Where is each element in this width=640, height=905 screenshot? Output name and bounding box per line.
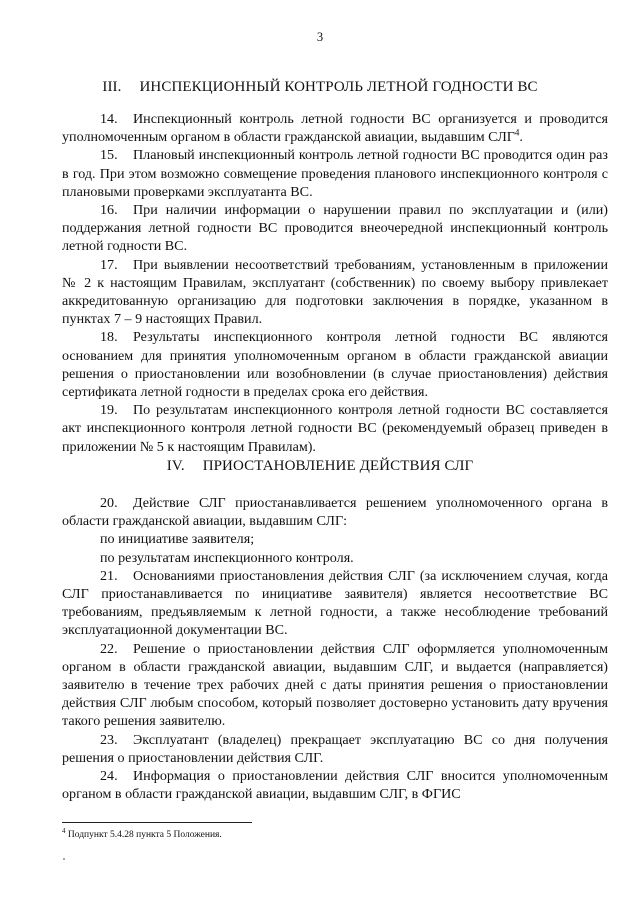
paragraph-22 — [62, 640, 608, 731]
paragraph-24 — [62, 767, 608, 803]
paragraph-15 — [62, 146, 608, 201]
paragraph-number: 20. — [100, 495, 118, 511]
paragraph-text: Результаты инспекционного контроля летной годности ВС являются основанием для принятия уполномоченным органом в области гражданской авиации решения о приостановлении или возобновлении (в случае приостановления) действия сертификата летной годности в пределах срока его действия. — [62, 329, 608, 401]
paragraph-text: По результатам инспекционного контроля летной годности ВС составляется акт инспекционного контроля летной годности ВС (рекомендуемый образец приведен в приложении № 5 к настоящим Правилам). — [62, 402, 608, 455]
section-3-heading — [0, 79, 640, 96]
paragraph-text: Эксплуатант (владелец) прекращает эксплуатацию ВС со дня получения решения о приостановлении действия СЛГ. — [62, 731, 608, 766]
paragraph-text: При наличии информации о нарушении правил по эксплуатации и (или) поддержания летной годности ВС проводится внеочередной инспекционный контроль летной годности ВС. — [62, 202, 608, 255]
paragraph-17 — [62, 256, 608, 329]
paragraph-text: Решение о приостановлении действия СЛГ оформляется уполномоченным органом в области гражданской авиации, выдавшим СЛГ, и выдается (направляется) заявителю в течение трех рабочих дней с даты принятия решения о приостановлении действия СЛГ любым способом, который позволяет достоверно установить дату вручения такого решения заявителю. — [62, 640, 608, 730]
paragraph-text: Основаниями приостановления действия СЛГ (за исключением случая, когда СЛГ приостанавливается по инициативе заявителя) является несоответствие ВС требованиям, предъявляемым к летной годности, а также несоблюдение требований эксплуатационной документации ВС. — [62, 567, 608, 639]
section-3-roman: III. — [102, 79, 122, 95]
paragraph-number: 19. — [100, 402, 118, 419]
paragraph-text: Информация о приостановлении действия СЛГ вносится уполномоченным органом в области гражданской авиации, выдавшим СЛГ, в ФГИС — [62, 768, 608, 803]
paragraph-number: 18. — [100, 329, 118, 346]
footnote — [62, 826, 608, 840]
paragraph-number: 22. — [100, 640, 118, 657]
paragraph-number: 23. — [100, 731, 118, 748]
scan-mark — [63, 858, 65, 860]
section-3-body — [62, 110, 608, 456]
footnote-text: Подпункт 5.4.28 пункта 5 Положения. — [67, 830, 222, 840]
paragraph-number: 17. — [100, 256, 118, 273]
paragraph-20-item-1: по инициативе заявителя; — [100, 531, 255, 548]
paragraph-number: 24. — [100, 768, 118, 785]
paragraph-20-item-2: по результатам инспекционного контроля. — [100, 549, 354, 566]
paragraph-21 — [62, 567, 608, 640]
section-4-heading — [0, 458, 640, 475]
paragraph-16 — [62, 201, 608, 256]
section-3-title: ИНСПЕКЦИОННЫЙ КОНТРОЛЬ ЛЕТНОЙ ГОДНОСТИ ВС — [139, 79, 538, 95]
paragraph-number: 14. — [100, 111, 118, 127]
paragraph-number: 15. — [100, 147, 118, 164]
section-4-roman: IV. — [166, 458, 185, 474]
section-4-title: ПРИОСТАНОВЛЕНИЕ ДЕЙСТВИЯ СЛГ — [202, 458, 474, 474]
paragraph-tail: . — [519, 129, 523, 146]
footnote-marker: 4 — [62, 826, 66, 835]
paragraph-20 — [62, 494, 608, 530]
paragraph-text: Действие СЛГ приостанавливается решением уполномоченного органа в области гражданской авиации, выдавшим СЛГ: — [62, 495, 608, 530]
footnote-divider — [62, 822, 252, 823]
paragraph-14 — [62, 110, 608, 146]
paragraph-text: Плановый инспекционный контроль летной годности ВС проводится один раз в год. При этом возможно совмещение проведения планового инспекционного контроля с плановыми проверками эксплуатанта ВС. — [62, 147, 608, 200]
footnote-ref: 4 — [514, 127, 520, 138]
paragraph-23 — [62, 731, 608, 767]
paragraph-18 — [62, 328, 608, 401]
paragraph-number: 21. — [100, 567, 118, 584]
paragraph-text: При выявлении несоответствий требованиям, установленным в приложении № 2 к настоящим Правилам, эксплуатант (собственник) по своему выбору привлекает аккредитованную организацию для подготовки заключения в порядке, указанном в пунктах 7 – 9 настоящих Правил. — [62, 256, 608, 328]
page-number: 3 — [316, 30, 324, 44]
paragraph-text: Инспекционный контроль летной годности ВС организуется и проводится уполномоченным органом в области гражданской авиации, выдавшим СЛГ — [62, 111, 608, 146]
section-4-body — [62, 494, 608, 803]
paragraph-19 — [62, 401, 608, 456]
paragraph-number: 16. — [100, 202, 118, 219]
